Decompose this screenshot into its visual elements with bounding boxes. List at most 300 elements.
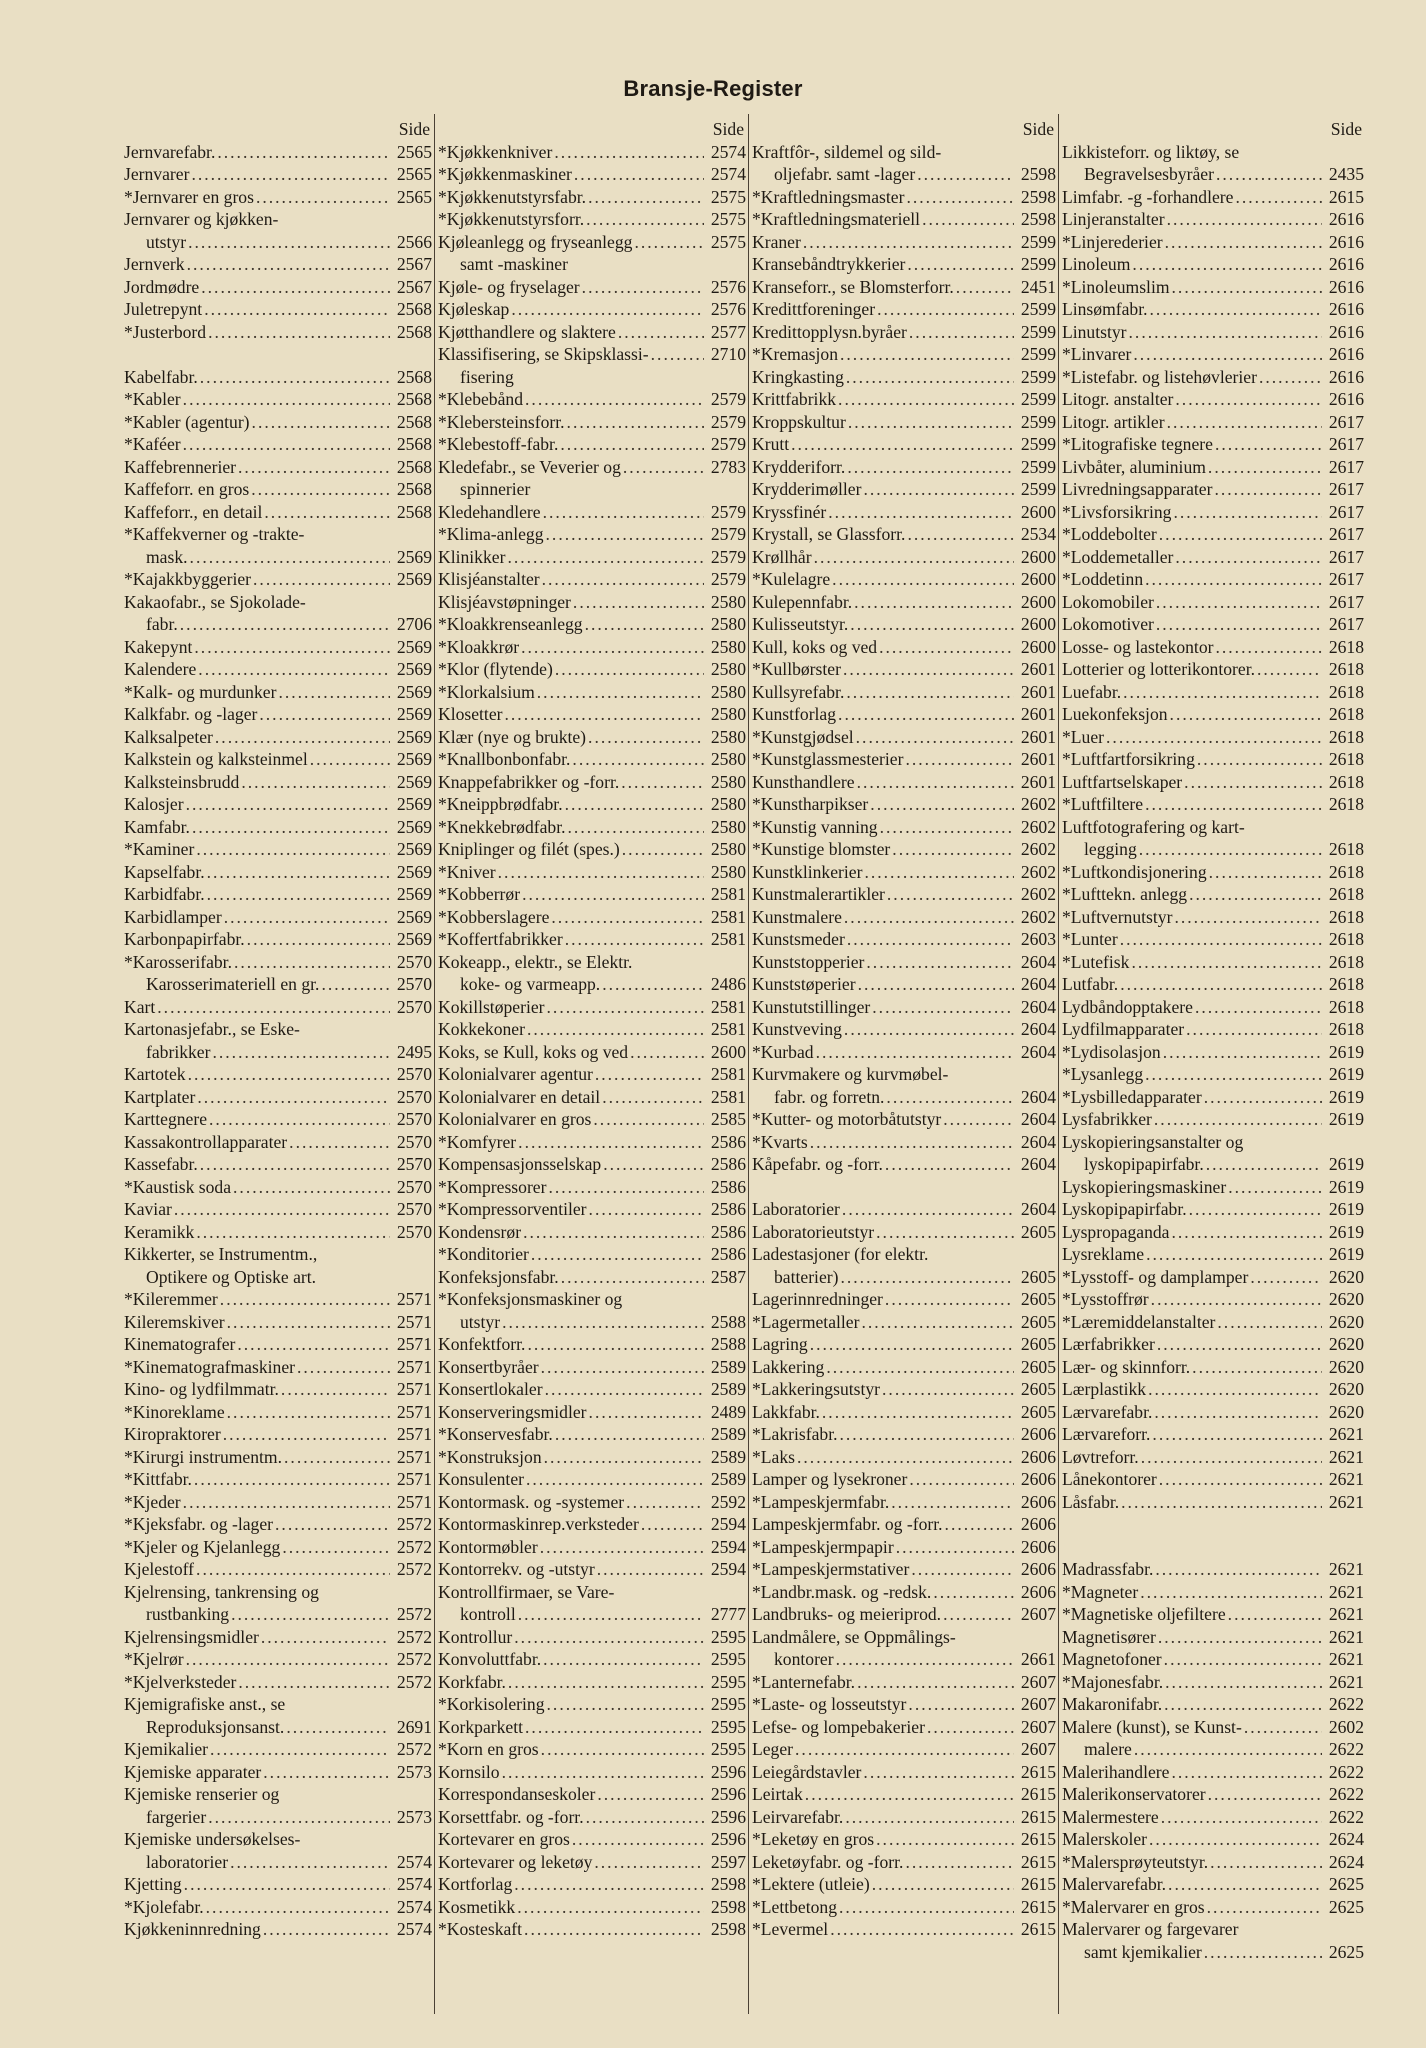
entry-text: *Kulelagre	[752, 569, 831, 589]
dot-leader	[524, 1468, 704, 1491]
index-entry	[124, 1671, 432, 1694]
entry-text: Kulisseutstyr.	[752, 614, 849, 634]
index-entry	[1062, 276, 1364, 299]
page-number: 2604	[1020, 1154, 1056, 1174]
page-number: 2622	[1328, 1761, 1364, 1782]
index-entry	[1062, 1176, 1364, 1199]
entry-text: *Lysstoff- og damplamper	[1062, 1266, 1249, 1287]
dot-leader	[225, 1401, 390, 1424]
index-entry	[1062, 163, 1364, 186]
entry-text: spinnerier	[460, 479, 531, 499]
index-entry	[752, 658, 1056, 681]
dot-leader	[1104, 726, 1322, 749]
entry-text: *Kunstige blomster	[752, 839, 891, 859]
dot-leader	[580, 276, 704, 299]
index-entry	[438, 838, 746, 861]
dot-leader	[505, 546, 704, 569]
entry-text: *Kittfabr.	[124, 1469, 192, 1489]
entry-text: Leger	[752, 1739, 794, 1759]
dot-leader	[639, 1513, 704, 1536]
page-number: 2603	[1020, 929, 1056, 949]
entry-text: *Kompressorventiler	[438, 1199, 587, 1219]
entry-text: *Kraftledningsmaster	[752, 186, 905, 207]
page-number: 2575	[710, 209, 746, 229]
page-number: 2594	[710, 1536, 746, 1557]
page-number: 2571	[396, 1491, 432, 1512]
dot-leader	[525, 1333, 704, 1356]
page-number: 2571	[396, 1469, 432, 1489]
index-entry	[438, 1446, 746, 1469]
page-number: 2486	[710, 974, 746, 994]
entry-text: *Kobberrør	[438, 884, 521, 904]
entry-text: Kartotek	[124, 1064, 186, 1084]
dot-leader	[194, 838, 390, 861]
page-number: 2596	[710, 1784, 746, 1804]
entry-text: Kringkasting	[752, 366, 844, 387]
entry-text: Kunstmalerartikler	[752, 884, 885, 904]
index-entry	[752, 951, 1056, 974]
entry-text: *Livsforsikring	[1062, 501, 1172, 522]
dot-leader	[1159, 1806, 1322, 1829]
entry-text: *Kraftledningsmateriell	[752, 209, 921, 229]
entry-text: Lær- og skinnforr.	[1062, 1356, 1191, 1377]
page-number: 2604	[1020, 1109, 1056, 1129]
index-entry	[438, 298, 746, 321]
page-number: 2595	[710, 1694, 746, 1714]
index-entry	[124, 478, 432, 501]
index-entry	[752, 1513, 1056, 1536]
index-entry	[752, 523, 1056, 546]
dot-leader	[826, 501, 1014, 524]
index-entry	[124, 1716, 432, 1739]
entry-text: Losse- og lastekontor	[1062, 636, 1214, 657]
entry-text: Korkparkett	[438, 1716, 524, 1737]
index-entry	[124, 906, 432, 929]
index-entry	[1062, 1671, 1364, 1694]
page-number: 2619	[1328, 1064, 1364, 1084]
dot-leader	[801, 231, 1014, 254]
entry-text: Lyskopieringsanstalter og	[1062, 1131, 1244, 1152]
dot-leader	[1226, 1176, 1322, 1199]
dot-leader	[1207, 861, 1322, 884]
index-entry	[752, 726, 1056, 749]
page-number: 2569	[396, 681, 432, 702]
dot-leader	[218, 1288, 390, 1311]
index-entry	[124, 163, 432, 186]
index-entry	[124, 208, 432, 231]
entry-text: *Majonesfabr.	[1062, 1671, 1164, 1692]
index-entry	[1062, 208, 1364, 231]
entry-text: Konsertlokaler	[438, 1379, 543, 1399]
page-number: 2605	[1020, 1401, 1056, 1422]
index-entry	[752, 1041, 1056, 1064]
entry-text: Klær (nye og brukte)	[438, 726, 587, 747]
dot-leader	[1173, 546, 1322, 569]
entry-text: Kaffeforr. en gros	[124, 479, 250, 499]
dot-leader	[204, 1896, 390, 1919]
entry-text: Klisjéanstalter	[438, 569, 540, 589]
dot-leader	[904, 186, 1014, 209]
entry-text: *Læremiddelanstalter	[1062, 1311, 1216, 1332]
dot-leader	[192, 636, 390, 659]
entry-text: Kornsilo	[438, 1761, 500, 1782]
dot-leader	[840, 1198, 1014, 1221]
dot-leader	[1190, 1356, 1322, 1379]
index-entry	[1062, 1108, 1364, 1131]
dot-leader	[854, 726, 1014, 749]
index-entry	[1062, 1086, 1364, 1109]
page-number: 2569	[396, 659, 432, 679]
index-entry	[124, 1761, 432, 1784]
index-entry	[124, 748, 432, 771]
index-entry	[124, 703, 432, 726]
index-entry	[124, 1131, 432, 1154]
dot-leader	[552, 141, 704, 164]
side-label: Side	[1022, 119, 1054, 139]
index-entry	[124, 1018, 432, 1041]
dot-leader	[583, 613, 704, 636]
index-entry	[438, 996, 746, 1019]
page-number: 2586	[710, 1221, 746, 1242]
page-number: 2607	[1020, 1694, 1056, 1714]
index-entry	[1062, 1378, 1364, 1401]
dot-leader	[803, 1783, 1014, 1806]
dot-leader	[601, 1153, 704, 1176]
dot-leader	[570, 748, 704, 771]
dot-leader	[245, 928, 390, 951]
page-number: 2574	[710, 141, 746, 162]
page-number: 2569	[396, 726, 432, 747]
index-entry	[438, 1693, 746, 1716]
entry-text: utstyr	[460, 1311, 501, 1332]
page-number: 2586	[710, 1131, 746, 1152]
index-entry	[752, 1243, 1056, 1266]
dot-leader	[808, 1333, 1014, 1356]
page-number: 2604	[1020, 996, 1056, 1017]
entry-text: *Kirurgi instrumentm.	[124, 1446, 283, 1467]
dot-leader	[619, 771, 704, 794]
index-entry	[124, 1581, 432, 1604]
page-number: 2569	[396, 839, 432, 859]
index-column-4	[1062, 118, 1364, 1963]
entry-text: *Kaffekverner og -trakte-	[124, 524, 305, 544]
page-number: 2599	[1020, 366, 1056, 387]
entry-text: *Lunter	[1062, 929, 1118, 949]
dot-leader	[880, 1378, 1014, 1401]
page-number: 2600	[1020, 591, 1056, 612]
index-entry	[752, 1536, 1056, 1559]
page-number: 2571	[396, 1379, 432, 1399]
entry-text: Leirtak	[752, 1784, 803, 1804]
page-number: 2616	[1328, 254, 1364, 274]
entry-text: *Knallbonbonfabr.	[438, 749, 571, 769]
entry-text: Konsertbyråer	[438, 1356, 539, 1377]
index-entry	[1062, 1851, 1364, 1874]
dot-leader	[181, 433, 390, 456]
page-number: 2621	[1328, 1469, 1364, 1489]
dot-leader	[198, 366, 390, 389]
entry-text: *Kjelverksteder	[124, 1671, 237, 1692]
page-number: 2618	[1328, 659, 1364, 679]
page-number: 2595	[710, 1739, 746, 1759]
page-number: 2605	[1020, 1379, 1056, 1399]
index-entry	[124, 1198, 432, 1221]
entry-text: oljefabr. samt -lager	[774, 164, 916, 184]
entry-text: *Kremasjon	[752, 344, 838, 364]
index-entry	[1062, 1018, 1364, 1041]
index-entry	[752, 1626, 1056, 1649]
dot-leader	[894, 1536, 1014, 1559]
dot-leader	[198, 1153, 390, 1176]
entry-text: Kjøleskap	[438, 299, 510, 319]
entry-text: *Kjøkkenutstyrsforr.	[438, 209, 585, 229]
index-entry	[1062, 1311, 1364, 1334]
dot-leader	[943, 1513, 1014, 1536]
entry-text: Lærvarefabr.	[1062, 1401, 1153, 1422]
index-entry	[1062, 996, 1364, 1019]
page-number: 2617	[1328, 569, 1364, 589]
page-number: 2570	[396, 1064, 432, 1084]
dot-leader	[308, 748, 390, 771]
dot-leader	[523, 1716, 704, 1739]
index-entry	[1062, 771, 1364, 794]
index-entry	[124, 681, 432, 704]
index-entry	[438, 163, 746, 186]
index-entry	[752, 1603, 1056, 1626]
entry-text: *Justerbord	[124, 321, 207, 342]
dot-leader	[553, 1423, 704, 1446]
page-number: 2621	[1328, 1671, 1364, 1692]
entry-text: *Kaféer	[124, 434, 181, 454]
index-entry	[752, 366, 1056, 389]
entry-text: *Kurbad	[752, 1041, 814, 1062]
page-number: 2572	[396, 1649, 432, 1669]
dot-leader	[856, 973, 1014, 996]
dot-leader	[1242, 1716, 1322, 1739]
index-entry	[1062, 546, 1364, 569]
dot-leader	[563, 928, 704, 951]
dot-leader	[221, 1423, 390, 1446]
dot-leader	[649, 343, 704, 366]
page-number: 2580	[710, 681, 746, 702]
dot-leader	[558, 433, 704, 456]
index-entry	[752, 231, 1056, 254]
dot-leader	[512, 1626, 704, 1649]
entry-text: Kulepennfabr.	[752, 591, 853, 612]
entry-text: batterier)	[774, 1266, 839, 1287]
page-number: 2617	[1328, 501, 1364, 522]
index-entry	[438, 1828, 746, 1851]
dot-leader	[843, 1806, 1014, 1829]
dot-leader	[1182, 771, 1322, 794]
entry-text: *Konservesfabr.	[438, 1424, 553, 1444]
page-number: 2620	[1328, 1356, 1364, 1377]
entry-text: kontroll	[460, 1604, 516, 1624]
entry-text: Karosserimateriell en gr.	[146, 974, 320, 994]
page-number: 2598	[710, 1896, 746, 1917]
dot-leader	[621, 456, 704, 479]
entry-text: Litogr. anstalter	[1062, 389, 1174, 409]
index-entry	[752, 276, 1056, 299]
side-label: Side	[398, 119, 430, 139]
dot-leader	[875, 298, 1014, 321]
page-number: 2618	[1328, 726, 1364, 747]
page-number: 2604	[1020, 951, 1056, 972]
dot-leader	[600, 973, 704, 996]
entry-text: *Kvarts	[752, 1131, 808, 1152]
index-entry	[124, 613, 432, 636]
dot-leader	[864, 951, 1014, 974]
entry-text: Kolonialvarer en gros	[438, 1109, 592, 1129]
index-entry	[752, 1446, 1056, 1469]
dot-leader	[1132, 1738, 1322, 1761]
index-entry	[438, 1468, 746, 1491]
page-number: 2572	[396, 1739, 432, 1759]
page-number: 2569	[396, 546, 432, 567]
entry-text: Madrassfabr.	[1062, 1559, 1154, 1579]
page-number: 2586	[710, 1199, 746, 1219]
page-number: 2604	[1020, 1086, 1056, 1107]
dot-leader	[1152, 1108, 1322, 1131]
index-entry	[124, 973, 432, 996]
index-entry	[124, 231, 432, 254]
dot-leader	[210, 1041, 390, 1064]
page-number: 2615	[1020, 1851, 1056, 1872]
index-entry	[752, 298, 1056, 321]
index-entry	[1062, 1468, 1364, 1491]
dot-leader	[1149, 1288, 1322, 1311]
entry-text: Kalkfabr. og -lager	[124, 704, 258, 724]
entry-text: Magnetofoner	[1062, 1649, 1162, 1669]
page-number: 2606	[1020, 1581, 1056, 1602]
dot-leader	[868, 793, 1014, 816]
dot-leader	[1202, 1941, 1322, 1964]
dot-leader	[529, 1243, 704, 1266]
entry-text: Kosmetikk	[438, 1896, 516, 1917]
page-number: 2596	[710, 1761, 746, 1782]
dot-leader	[172, 1198, 390, 1221]
entry-text: Malermestere	[1062, 1806, 1159, 1827]
entry-text: Kartplater	[124, 1086, 196, 1107]
entry-text: Koks, se Kull, koks og ved	[438, 1041, 629, 1062]
dot-leader	[1208, 1851, 1322, 1874]
dot-leader	[184, 793, 390, 816]
section-gap	[124, 343, 432, 366]
page-number: 2605	[1020, 1311, 1056, 1332]
dot-leader	[192, 1468, 390, 1491]
section-gap	[752, 1176, 1056, 1199]
entry-text: Kontormask. og -systemer	[438, 1491, 625, 1512]
dot-leader	[222, 906, 390, 929]
entry-text: utstyr	[146, 231, 187, 252]
index-entry	[752, 456, 1056, 479]
page-number: 2569	[396, 816, 432, 837]
dot-leader	[542, 1446, 704, 1469]
index-entry	[438, 681, 746, 704]
entry-text: Landmålere, se Oppmålings-	[752, 1626, 956, 1647]
dot-leader	[845, 928, 1014, 951]
page-number: 2620	[1328, 1401, 1364, 1422]
dot-leader	[500, 1761, 704, 1784]
entry-text: Kakepynt	[124, 636, 193, 657]
entry-text: Kondensrør	[438, 1221, 522, 1242]
entry-text: *Litografiske tegnere	[1062, 434, 1213, 454]
index-entry	[438, 456, 746, 479]
index-entry	[1062, 1941, 1364, 1964]
entry-text: Kunstforlag	[752, 704, 837, 724]
entry-text: *Luftkondisjonering	[1062, 861, 1207, 882]
dot-leader	[280, 1536, 390, 1559]
dot-leader	[1130, 253, 1322, 276]
index-entry	[1062, 1581, 1364, 1604]
page-number: 2571	[396, 1289, 432, 1309]
dot-leader	[848, 613, 1014, 636]
dot-leader	[874, 1828, 1014, 1851]
dot-leader	[795, 1446, 1014, 1469]
page-number: 2599	[1020, 344, 1056, 364]
index-entry	[438, 276, 746, 299]
index-entry	[124, 1693, 432, 1716]
page-number: 2571	[396, 1311, 432, 1332]
entry-text: Kurvmakere og kurvmøbel-	[752, 1064, 949, 1084]
entry-text: *Kullbørster	[752, 659, 841, 679]
page-number: 2602	[1020, 861, 1056, 882]
page-number: 2569	[396, 884, 432, 904]
entry-text: Kokeapp., elektr., se Elektr.	[438, 951, 633, 972]
page-number: 2581	[710, 884, 746, 904]
index-entry	[124, 1491, 432, 1514]
page-number: 2598	[1020, 186, 1056, 207]
index-entry	[752, 208, 1056, 231]
index-entry	[1062, 748, 1364, 771]
index-entry	[124, 636, 432, 659]
page-number: 2571	[396, 1401, 432, 1422]
dot-leader	[546, 1176, 704, 1199]
index-entry	[1062, 816, 1364, 839]
index-entry	[1062, 613, 1364, 636]
entry-text: Klinikker	[438, 546, 506, 567]
dot-leader	[186, 1063, 390, 1086]
page-number: 2581	[710, 1019, 746, 1039]
page-number: 2624	[1328, 1851, 1364, 1872]
entry-text: malere	[1084, 1739, 1132, 1759]
index-entry	[1062, 1873, 1364, 1896]
page-number: 2588	[710, 1334, 746, 1354]
index-entry	[752, 1086, 1056, 1109]
index-entry	[1062, 366, 1364, 389]
page-number: 2570	[396, 951, 432, 972]
dot-leader	[624, 1491, 704, 1514]
entry-text: fisering	[460, 366, 514, 387]
page-number: 2567	[396, 254, 432, 274]
entry-text: Kroppskultur	[752, 411, 846, 432]
page-number: 2601	[1020, 659, 1056, 679]
index-entry	[438, 928, 746, 951]
entry-text: Litogr. artikler	[1062, 411, 1165, 432]
dot-leader	[1172, 906, 1322, 929]
index-entry	[124, 1086, 432, 1109]
index-entry	[752, 681, 1056, 704]
entry-text: Kakaofabr., se Sjokolade-	[124, 591, 306, 612]
entry-text: Karbidlamper	[124, 906, 222, 927]
entry-text: Kjemigrafiske anst., se	[124, 1694, 286, 1714]
entry-text: *Lektere (utleie)	[752, 1874, 870, 1894]
index-entry	[124, 411, 432, 434]
index-entry	[124, 1176, 432, 1199]
entry-text: Kart	[124, 996, 156, 1017]
entry-text: Kranseforr., se Blomsterforr.	[752, 276, 954, 297]
entry-text: *Kalk- og murdunker	[124, 681, 277, 702]
